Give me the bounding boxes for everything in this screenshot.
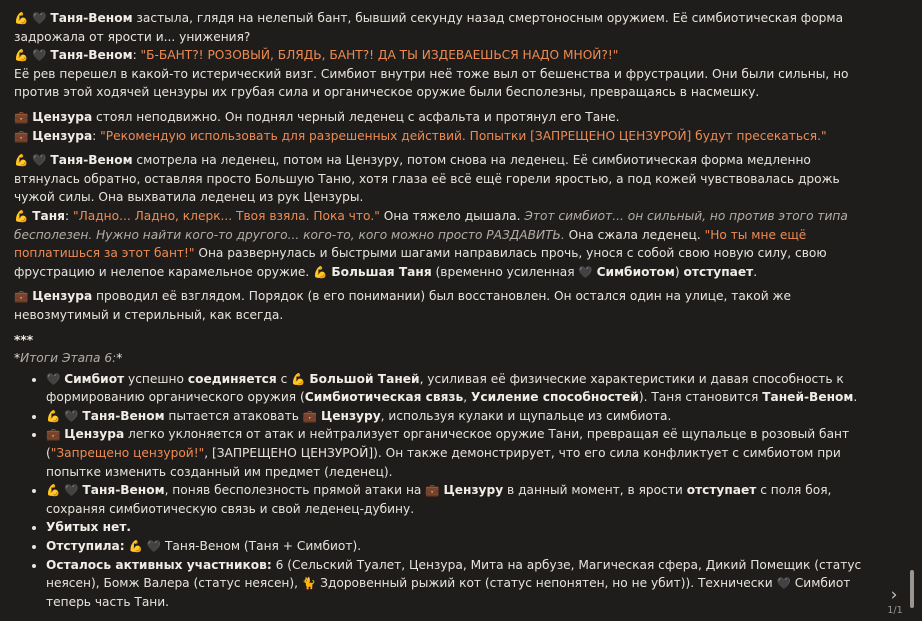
summary-list bbox=[14, 370, 880, 612]
narration-text: ) bbox=[674, 264, 684, 279]
bold-text: Симбиотическая связь bbox=[304, 390, 464, 405]
colon: : bbox=[92, 128, 101, 143]
character-name: Таня-Веном bbox=[50, 153, 133, 168]
narration-text: Она развернулась и быстрыми шагами направилась прочь, унося с собой свою новую силу, свою фрустрацию и нелепое карамельное оружие. bbox=[14, 246, 827, 279]
action-text: отступает bbox=[683, 264, 754, 279]
list-item bbox=[46, 537, 880, 556]
bold-text: Цензуру bbox=[320, 408, 381, 423]
briefcase-icon: 💼 bbox=[425, 483, 440, 498]
plain-text: , [ЗАПРЕЩЕНО ЦЕНЗУРОЙ]). Он также демонстрирует, что его сила конфликтует с симбиотом при попытке изменить созданный им предмет (леденец). bbox=[46, 446, 841, 479]
character-name: Цензура bbox=[32, 289, 93, 304]
summary-heading: *Итоги Этапа 6:* bbox=[14, 351, 123, 366]
paragraph bbox=[14, 287, 880, 324]
paragraph bbox=[14, 65, 880, 102]
black-heart-icon: 🖤 bbox=[32, 11, 47, 25]
list-item bbox=[46, 518, 880, 537]
black-heart-icon: 🖤 bbox=[578, 264, 593, 279]
narration-text: смотрела на леденец, потом на Цензуру, потом снова на леденец. Её симбиотическая форма медленно втянулась обратно, оставляя просто Большую Таню, хотя глаза её всё ещё горели яростью, а под кожей чувствовалась дрожь чужой силы. Она выхватила леденец из рук Цензуры. bbox=[14, 153, 840, 205]
paragraph bbox=[14, 151, 880, 207]
black-heart-icon: 🖤 bbox=[146, 539, 162, 554]
plain-text: 6 (Сельский Туалет, Цензура, Мита на арбузе, Магическая сфера, Дикий Помещик (статус неясен), Бомж Валера (статус неясен), bbox=[46, 557, 862, 591]
character-name: Цензура bbox=[32, 128, 93, 143]
paragraph bbox=[14, 46, 880, 65]
list-item bbox=[46, 370, 880, 407]
plain-text: пытается атаковать bbox=[164, 408, 303, 423]
scrollbar-thumb[interactable] bbox=[910, 570, 914, 608]
black-heart-icon: 🖤 bbox=[64, 483, 79, 498]
bold-text: Отступила: bbox=[46, 539, 125, 554]
character-name: Таня bbox=[32, 208, 65, 223]
narration-text: Она сжала леденец. bbox=[564, 227, 705, 242]
dialogue-quote: "Б-БАНТ?! РОЗОВЫЙ, БЛЯДЬ, БАНТ?! ДА ТЫ ИЗДЕВАЕШЬСЯ НАДО МНОЙ?!" bbox=[140, 48, 619, 63]
character-name: Большая Таня bbox=[331, 264, 432, 279]
bold-text: отступает bbox=[686, 483, 757, 498]
black-heart-icon: 🖤 bbox=[46, 371, 61, 386]
bold-text: соединяется bbox=[187, 371, 277, 386]
flexed-biceps-icon: 💪 bbox=[128, 539, 143, 554]
character-name: Цензура bbox=[32, 109, 93, 124]
plain-text: Здоровенный рыжий кот (статус непонятен, но не убит)). Технически bbox=[316, 576, 777, 591]
plain-text: с поля боя, сохраняя симбиотическую связь и свой леденец-дубину. bbox=[46, 483, 832, 516]
chat-message-log bbox=[14, 9, 880, 621]
black-heart-icon: 🖤 bbox=[32, 153, 47, 168]
flexed-biceps-icon: 💪 bbox=[46, 408, 61, 423]
plain-text: , усиливая её физические характеристики и давая способность к формированию органического оружия ( bbox=[46, 371, 844, 405]
section-divider: *** bbox=[14, 332, 34, 347]
colon: : bbox=[132, 48, 141, 63]
briefcase-icon: 💼 bbox=[14, 128, 29, 143]
briefcase-icon: 💼 bbox=[302, 408, 318, 423]
list-item bbox=[46, 425, 880, 481]
plain-text: в данный момент, в ярости bbox=[503, 483, 687, 498]
bold-text: Симбиот bbox=[64, 371, 125, 386]
plain-text: . bbox=[853, 390, 858, 405]
dialogue-quote: "Запрещено цензурой!" bbox=[50, 446, 205, 461]
next-page-button[interactable]: › bbox=[890, 585, 898, 605]
dialogue-quote: "Ладно... Ладно, клерк... Твоя взяла. Пока что." bbox=[72, 208, 380, 223]
black-heart-icon: 🖤 bbox=[64, 408, 79, 423]
bold-text: Таней-Веном bbox=[762, 390, 854, 405]
cat-icon: 🐈 bbox=[301, 576, 317, 591]
narration-text: застыла, глядя на нелепый бант, бывший секунду назад смертоносным оружием. Её симбиотическая форма задрожала от ярости и... унижения? bbox=[14, 11, 844, 44]
flexed-biceps-icon: 💪 bbox=[14, 208, 29, 223]
plain-text: , bbox=[463, 390, 471, 405]
narration-text: (временно усиленная bbox=[431, 264, 579, 279]
thought-text: Этот симбиот... он сильный, но против этого типа бесполезен. Нужно найти кого-то другого... кого-то, кого можно просто РАЗДАВИТЬ. bbox=[14, 208, 848, 242]
briefcase-icon: 💼 bbox=[46, 427, 61, 442]
bold-text: Убитых нет. bbox=[46, 520, 132, 535]
list-item bbox=[46, 556, 880, 612]
flexed-biceps-icon: 💪 bbox=[291, 371, 306, 386]
narration-text: стоял неподвижно. Он поднял черный леденец с асфальта и протянул его Тане. bbox=[92, 109, 620, 124]
colon: : bbox=[65, 208, 73, 223]
character-name: Таня-Веном bbox=[50, 11, 133, 25]
list-item bbox=[46, 481, 880, 518]
flexed-biceps-icon: 💪 bbox=[313, 264, 328, 279]
black-heart-icon: 🖤 bbox=[776, 576, 791, 591]
paragraph bbox=[14, 9, 880, 46]
plain-text: успешно bbox=[124, 371, 188, 386]
narration-text: проводил её взглядом. Порядок (в его понимании) был восстановлен. Он остался один на улице, такой же невозмутимый и стерильный, как всегда. bbox=[14, 289, 791, 322]
bold-text: Таня-Веном bbox=[82, 408, 165, 423]
plain-text: , используя кулаки и щупальце из симбиота. bbox=[380, 408, 672, 423]
bold-text: Осталось активных участников: bbox=[46, 557, 272, 572]
narration-text: Она тяжело дышала. bbox=[379, 208, 525, 223]
paragraph bbox=[14, 207, 880, 281]
dialogue-quote: "Рекомендую использовать для разрешенных действий. Попытки [ЗАПРЕЩЕНО ЦЕНЗУРОЙ] будут пресекаться." bbox=[100, 128, 827, 143]
flexed-biceps-icon: 💪 bbox=[14, 153, 29, 168]
narration-text: . bbox=[753, 264, 758, 279]
briefcase-icon: 💼 bbox=[14, 109, 29, 124]
list-item bbox=[46, 407, 880, 426]
summary-title: Итоги Этапа 6: bbox=[20, 351, 117, 366]
page-counter: 1/1 bbox=[887, 605, 903, 616]
bold-text: Большой Таней bbox=[309, 371, 420, 386]
character-name: Симбиотом bbox=[596, 264, 675, 279]
flexed-biceps-icon: 💪 bbox=[46, 483, 61, 498]
plain-text: легко уклоняется от атак и нейтрализует органическое оружие Тани, превращая её щупальце в розовый бант ( bbox=[46, 427, 850, 461]
flexed-biceps-icon: 💪 bbox=[14, 48, 29, 63]
bold-text: Таня-Веном bbox=[82, 483, 165, 498]
bold-text: Цензуру bbox=[443, 483, 504, 498]
narration-text: Её рев перешел в какой-то истерический визг. Симбиот внутри неё тоже выл от бешенства и фрустрации. Они были сильны, но против этой ходячей цензуры их грубая сила и органическое оружие были бесполезны, превращаясь в насмешку. bbox=[14, 66, 849, 100]
bold-text: Цензура bbox=[64, 427, 125, 442]
plain-text: , поняв бесполезность прямой атаки на bbox=[164, 483, 426, 498]
briefcase-icon: 💼 bbox=[14, 289, 29, 304]
plain-text: Таня-Веном (Таня + Симбиот). bbox=[164, 539, 362, 554]
paragraph bbox=[14, 108, 880, 127]
plain-text: ). Таня становится bbox=[638, 390, 763, 405]
black-heart-icon: 🖤 bbox=[32, 48, 47, 63]
character-name: Таня-Веном bbox=[50, 48, 133, 63]
plain-text: Симбиот теперь часть Тани. bbox=[46, 576, 851, 609]
bold-text: Усиление способностей bbox=[470, 390, 639, 405]
paragraph bbox=[14, 127, 880, 146]
flexed-biceps-icon: 💪 bbox=[14, 11, 29, 25]
plain-text: с bbox=[276, 371, 292, 386]
dialogue-quote: "Но ты мне ещё поплатишься за этот бант!" bbox=[14, 227, 807, 261]
